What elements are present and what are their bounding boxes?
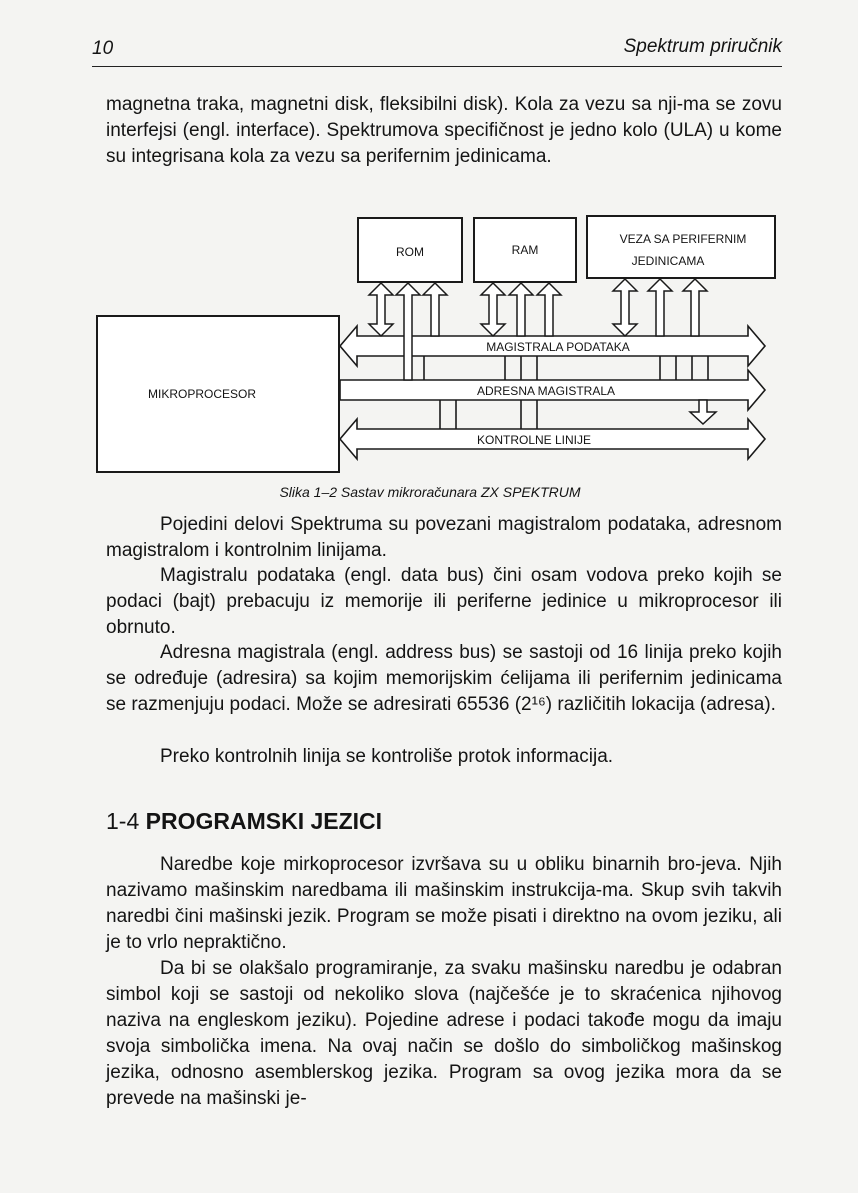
peripheral-label-line2: JEDINICAMA: [631, 254, 705, 268]
section-number: 1-4: [106, 808, 140, 834]
paragraph-assembly: Da bi se olakšalo programiranje, za svaku mašinsku naredbu je odabran simbol koji se sastoji od nekoliko slova (najčešće je to skraćenica njihovog naziva na engleskom jeziku). Pojedine adrese i podaci takođe mogu da imaju svoja simbolička imena. Na ovaj način se došlo do simboličkog mašinskog jezika, odnosno asemblerskog jezika. Program sa ovog jezika mora da se prevede na mašinski je-: [106, 958, 782, 1109]
rom-bus-arrows: [369, 283, 447, 380]
paragraph-buses: Pojedini delovi Spektruma su povezani magistralom podataka, adresnom magistralom i kontrolnim linijama.: [106, 514, 782, 561]
computer-structure-diagram: [0, 0, 858, 520]
address-bus-label: ADRESNA MAGISTRALA: [476, 384, 616, 398]
paragraph-control-lines: Preko kontrolnih linija se kontroliše protok informacija.: [160, 746, 614, 767]
paragraph-data-bus: Magistralu podataka (engl. data bus) čini osam vodova preko kojih se podaci (bajt) prebacuju iz memorije ili periferne jedinice u mikroprocesor ili obrnuto.: [106, 565, 782, 638]
rom-label: ROM: [396, 245, 424, 259]
data-bus-label: MAGISTRALA PODATAKA: [486, 340, 630, 354]
section-heading: [106, 808, 382, 835]
ram-label: RAM: [511, 243, 539, 257]
peripheral-block: [587, 216, 775, 278]
paragraph-intro: magnetna traka, magnetni disk, fleksibilni disk). Kola za vezu sa nji-ma se zovu interfejsi (engl. interface). Spektrumova specifičnost je jedno kolo (ULA) u kome su integrisana kola za vezu sa perifernim jedinicama.: [106, 94, 782, 167]
section-title: PROGRAMSKI JEZICI: [145, 808, 383, 834]
cpu-label: MIKROPROCESOR: [147, 387, 257, 401]
figure-caption: Slika 1–2 Sastav mikroračunara ZX SPEKTRUM: [279, 484, 581, 500]
page-number: 10: [92, 38, 114, 59]
paragraph-machine-code: Naredbe koje mirkoprocesor izvršava su u obliku binarnih bro-jeva. Njih nazivamo mašinskim naredbama ili mašinskim instrukcija-ma. Skup svih takvih naredbi čini mašinski jezik. Program se može pisati i direktno na ovom jeziku, ali je to vrlo nepraktično.: [106, 854, 782, 953]
running-title: Spektrum priručnik: [623, 36, 782, 57]
paragraph-address-bus: Adresna magistrala (engl. address bus) se sastoji od 16 linija preko kojih se određuje (adresira) sa kojim memorijskim ćelijama ili perifernim jedinicama se razmenjuju podaci. Može se adresirati 65536 (2¹⁶) različitih lokacija (adresa).: [106, 642, 782, 715]
ram-bus-arrows: [481, 283, 561, 336]
peripheral-label-line1: VEZA SA PERIFERNIM: [619, 232, 747, 246]
control-bus-label: KONTROLNE LINIJE: [476, 433, 592, 447]
